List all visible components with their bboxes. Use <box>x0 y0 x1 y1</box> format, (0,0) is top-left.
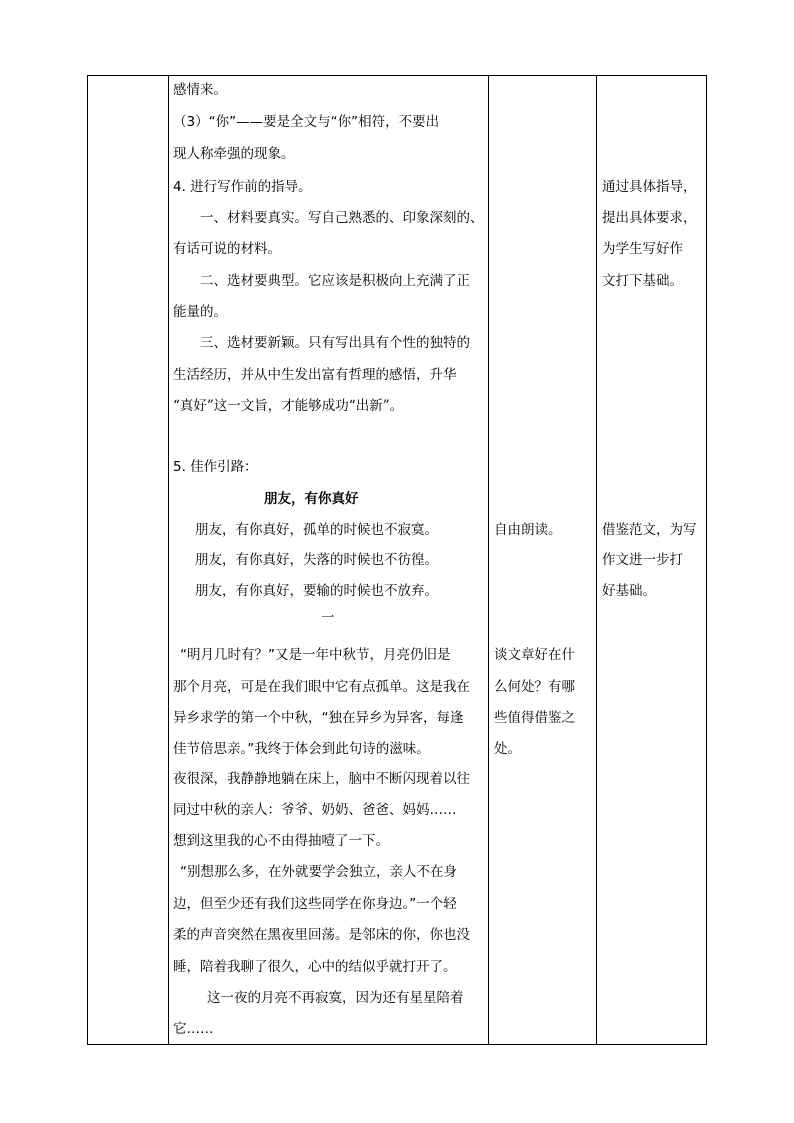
text-line: 朋友，有你真好，孤单的时候也不寂寞。 <box>195 522 438 538</box>
text-line: 有话可说的材料。 <box>173 241 281 257</box>
column-divider <box>168 76 169 1044</box>
text-line: 么何处？有哪 <box>494 679 575 695</box>
text-line: 作文进一步打 <box>602 552 683 568</box>
text-line: “真好”这一文旨，才能够成功“出新”。 <box>173 398 404 414</box>
text-line: 生活经历，并从中生发出富有哲理的感悟，升华 <box>173 367 457 383</box>
text-line: 这一夜的月亮不再寂寞，因为还有星星陪着 <box>207 990 464 1006</box>
text-line: 能量的。 <box>173 304 227 320</box>
text-line: 处。 <box>494 741 521 757</box>
text-line: 想到这里我的心不由得抽噎了一下。 <box>173 833 389 849</box>
text-line: “明月几时有？”又是一年中秋节，月亮仍旧是 <box>180 647 451 663</box>
text-line: 一、材料要真实。写自己熟悉的、印象深刻的、 <box>200 210 484 226</box>
text-line: 二、选材要典型。它应该是积极向上充满了正 <box>200 273 470 289</box>
text-line: 借鉴范文，为写 <box>602 522 697 538</box>
text-line: 朋友，有你真好，失落的时候也不彷徨。 <box>195 552 438 568</box>
text-line: 文打下基础。 <box>602 273 683 289</box>
section-heading: 5. 佳作引路： <box>173 459 258 475</box>
essay-title: 朋友，有你真好 <box>264 491 359 507</box>
text-line: 三、选材要新颖。只有写出具有个性的独特的 <box>200 335 470 351</box>
text-line: 为学生写好作 <box>602 241 683 257</box>
text-line: 同过中秋的亲人：爷爷、奶奶、爸爸、妈妈…… <box>173 802 457 818</box>
text-line: 通过具体指导， <box>602 179 697 195</box>
text-line: 提出具体要求， <box>602 210 697 226</box>
text-line: 些值得借鉴之 <box>494 710 575 726</box>
text-line: 夜很深，我静静地躺在床上，脑中不断闪现着以往 <box>173 771 470 787</box>
column-divider <box>488 76 489 1044</box>
section-number: 一 <box>321 610 335 626</box>
text-line: “别想那么多，在外就要学会独立，亲人不在身 <box>180 864 457 880</box>
text-line: 边，但至少还有我们这些同学在你身边。”一个轻 <box>173 896 457 912</box>
text-line: 现人称牵强的现象。 <box>173 146 295 162</box>
text-line: 它…… <box>173 1021 214 1037</box>
text-line: 柔的声音突然在黑夜里回荡。是邻床的你，你也没 <box>173 927 470 943</box>
text-line: （3）“你”——要是全文与“你”相符，不要出 <box>173 114 440 130</box>
text-line: 感情来。 <box>173 82 227 98</box>
text-line: 谈文章好在什 <box>494 647 575 663</box>
text-line: 朋友，有你真好，要输的时候也不放弃。 <box>195 583 438 599</box>
text-line: 睡，陪着我聊了很久，心中的结似乎就打开了。 <box>173 959 457 975</box>
section-heading: 4. 进行写作前的指导。 <box>173 179 312 195</box>
text-line: 那个月亮，可是在我们眼中它有点孤单。这是我在 <box>173 679 470 695</box>
text-line: 异乡求学的第一个中秋，“独在异乡为异客，每逢 <box>173 710 464 726</box>
text-line: 好基础。 <box>602 583 656 599</box>
text-line: 佳节倍思亲。”我终于体会到此句诗的滋味。 <box>173 741 430 757</box>
column-divider <box>596 76 597 1044</box>
text-line: 自由朗读。 <box>494 522 562 538</box>
